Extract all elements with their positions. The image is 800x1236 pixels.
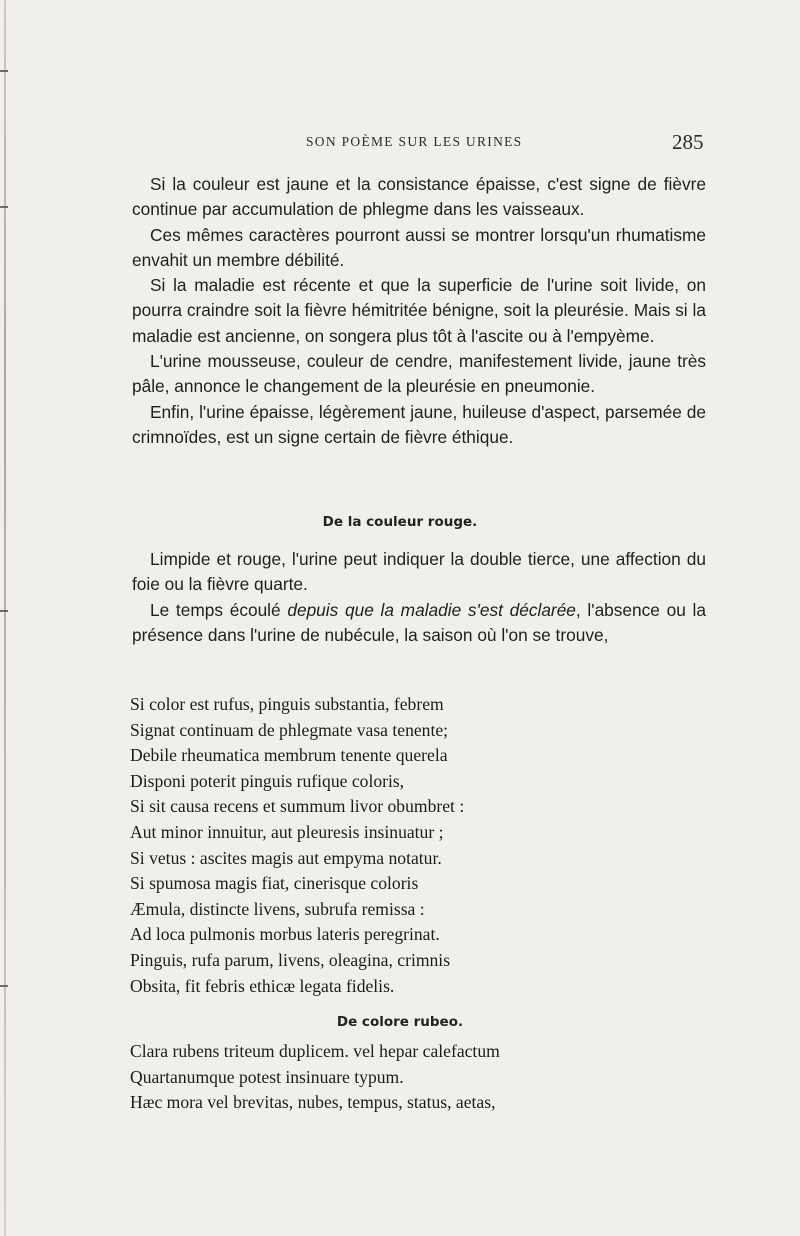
verse-line: Pinguis, rufa parum, livens, oleagina, crimnis <box>130 949 451 970</box>
page-number: 285 <box>672 130 704 154</box>
latin-verses <box>130 692 690 999</box>
verse-line: Æmula, distincte livens, subrufa remissa : <box>130 898 425 919</box>
paragraph: Si la couleur est jaune et la consistance épaisse, c'est signe de fièvre continue par accumulation de phlegme dans les vaisseaux. <box>132 174 706 220</box>
verse-line: Hæc mora vel brevitas, nubes, tempus, status, aetas, <box>130 1092 496 1113</box>
verse-line: Si vetus : ascites magis aut empyma notatur. <box>130 847 442 868</box>
running-head-title: SON POÈME SUR LES URINES <box>306 134 523 149</box>
french-section-2 <box>132 547 706 648</box>
verse-line: Disponi poterit pinguis rufique coloris, <box>130 770 405 791</box>
verse-line: Si sit causa recens et summum livor obumbret : <box>130 796 465 817</box>
edge-mark <box>0 985 8 987</box>
verse-line: Obsita, fit febris ethicæ legata fidelis. <box>130 975 395 996</box>
paragraph: Limpide et rouge, l'urine peut indiquer la double tierce, une affection du foie ou la fièvre quarte. <box>132 549 706 595</box>
french-section-1 <box>132 172 706 450</box>
page-edge-shadow <box>4 0 6 1236</box>
verse-line: Si color est rufus, pinguis substantia, febrem <box>130 694 444 714</box>
verse-line: Signat continuam de phlegmate vasa tenente; <box>130 719 449 740</box>
paragraph <box>132 598 706 649</box>
paragraph-text: , l'absence ou la présence dans l'urine de nubécule, la saison où l'on se trouve, <box>132 599 707 645</box>
italic-text: depuis que la maladie s'est déclarée <box>287 599 576 620</box>
verse-line: Clara rubens triteum duplicem. vel hepar calefactum <box>130 1041 500 1061</box>
paragraph: Enfin, l'urine épaisse, légèrement jaune, huileuse d'aspect, parsemée de crimnoïdes, est un signe certain de fièvre éthique. <box>132 401 706 447</box>
verse-line: Si spumosa magis fiat, cinerisque coloris <box>130 873 419 894</box>
paragraph: Si la maladie est récente et que la superficie de l'urine soit livide, on pourra craindre soit la fièvre hémitritée bénigne, soit la pleurésie. Mais si la maladie est ancienne, on songera plus tôt à l'ascite ou à l'empyème. <box>132 275 706 346</box>
verse-line: Aut minor innuitur, aut pleuresis insinuatur ; <box>130 821 444 842</box>
paragraph-text: Le temps écoulé <box>150 599 288 620</box>
verse-line: Quartanumque potest insinuare typum. <box>130 1066 404 1087</box>
edge-mark <box>0 610 8 612</box>
section-heading-latin: De colore rubeo. <box>336 1014 464 1030</box>
latin-verses-2 <box>130 1039 690 1116</box>
paragraph: Ces mêmes caractères pourront aussi se montrer lorsqu'un rhumatisme envahit un membre débilité. <box>132 224 706 270</box>
edge-mark <box>0 70 8 72</box>
running-head <box>0 130 800 160</box>
section-heading-french: De la couleur rouge. <box>322 514 478 530</box>
verse-line: Ad loca pulmonis morbus lateris peregrinat. <box>130 924 440 945</box>
edge-mark <box>0 206 8 208</box>
paragraph: L'urine mousseuse, couleur de cendre, manifestement livide, jaune très pâle, annonce le changement de la pleurésie en pneumonie. <box>132 351 706 397</box>
verse-line: Debile rheumatica membrum tenente querela <box>130 745 448 766</box>
